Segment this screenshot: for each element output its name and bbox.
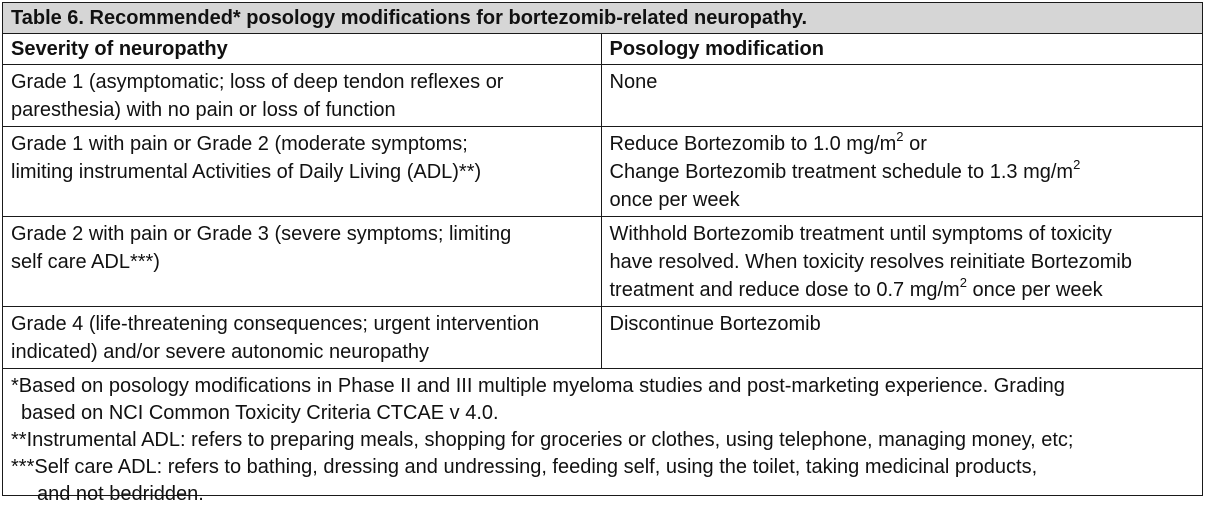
footnote-3-line-1: ***Self care ADL: refers to bathing, dressing and undressing, feeding self, using the toilet, taking medicinal products, [11, 454, 1194, 481]
posology-table-container [2, 2, 1203, 496]
severity-cell [3, 127, 601, 217]
modification-text: treatment and reduce dose to 0.7 mg/m [610, 279, 960, 301]
modification-text: once per week [967, 279, 1103, 301]
posology-table [3, 3, 1202, 508]
table-caption-row [3, 3, 1202, 34]
severity-cell [3, 65, 601, 127]
modification-cell [601, 65, 1202, 127]
severity-cell [3, 217, 601, 307]
severity-cell [3, 307, 601, 369]
header-severity: Severity of neuropathy [3, 34, 601, 65]
modification-cell [601, 307, 1202, 369]
table-row [3, 217, 1202, 307]
modification-text: have resolved. When toxicity resolves reinitiate Bortezomib [610, 248, 1195, 276]
footnote-3-line-2: and not bedridden. [11, 481, 1194, 508]
severity-text: Grade 2 with pain or Grade 3 (severe symptoms; limiting [11, 220, 593, 248]
modification-line [610, 130, 1195, 158]
severity-text: Grade 1 (asymptomatic; loss of deep tendon reflexes or [11, 68, 593, 96]
severity-text: self care ADL***) [11, 248, 593, 276]
table-header-row [3, 34, 1202, 65]
modification-line [610, 276, 1195, 304]
modification-text: Withhold Bortezomib treatment until symptoms of toxicity [610, 220, 1195, 248]
modification-text: Change Bortezomib treatment schedule to 1.3 mg/m [610, 161, 1074, 183]
modification-text: None [610, 68, 1195, 96]
modification-text: Reduce Bortezomib to 1.0 mg/m [610, 133, 897, 155]
table-caption: Table 6. Recommended* posology modifications for bortezomib-related neuropathy. [3, 3, 1202, 34]
footnote-1-line-1: *Based on posology modifications in Phase II and III multiple myeloma studies and post-marketing experience. Grading [11, 373, 1194, 400]
severity-text: Grade 4 (life-threatening consequences; urgent intervention [11, 310, 593, 338]
severity-text: limiting instrumental Activities of Daily Living (ADL)**) [11, 158, 593, 186]
footnote-2: **Instrumental ADL: refers to preparing meals, shopping for groceries or clothes, using telephone, managing money, etc; [11, 427, 1194, 454]
modification-cell [601, 127, 1202, 217]
modification-text: once per week [610, 186, 1195, 214]
footnotes-row [3, 369, 1202, 508]
severity-text: Grade 1 with pain or Grade 2 (moderate symptoms; [11, 130, 593, 158]
modification-text: or [904, 133, 927, 155]
modification-line [610, 158, 1195, 186]
table-row [3, 307, 1202, 369]
table-row [3, 127, 1202, 217]
footnote-1-line-2: based on NCI Common Toxicity Criteria CTCAE v 4.0. [11, 400, 1194, 427]
table-row [3, 65, 1202, 127]
superscript: 2 [896, 129, 903, 144]
modification-cell [601, 217, 1202, 307]
superscript: 2 [1073, 157, 1080, 172]
modification-text: Discontinue Bortezomib [610, 310, 1195, 338]
superscript: 2 [960, 275, 967, 290]
header-modification: Posology modification [601, 34, 1202, 65]
severity-text: paresthesia) with no pain or loss of function [11, 96, 593, 124]
severity-text: indicated) and/or severe autonomic neuropathy [11, 338, 593, 366]
footnotes-cell [3, 369, 1202, 508]
